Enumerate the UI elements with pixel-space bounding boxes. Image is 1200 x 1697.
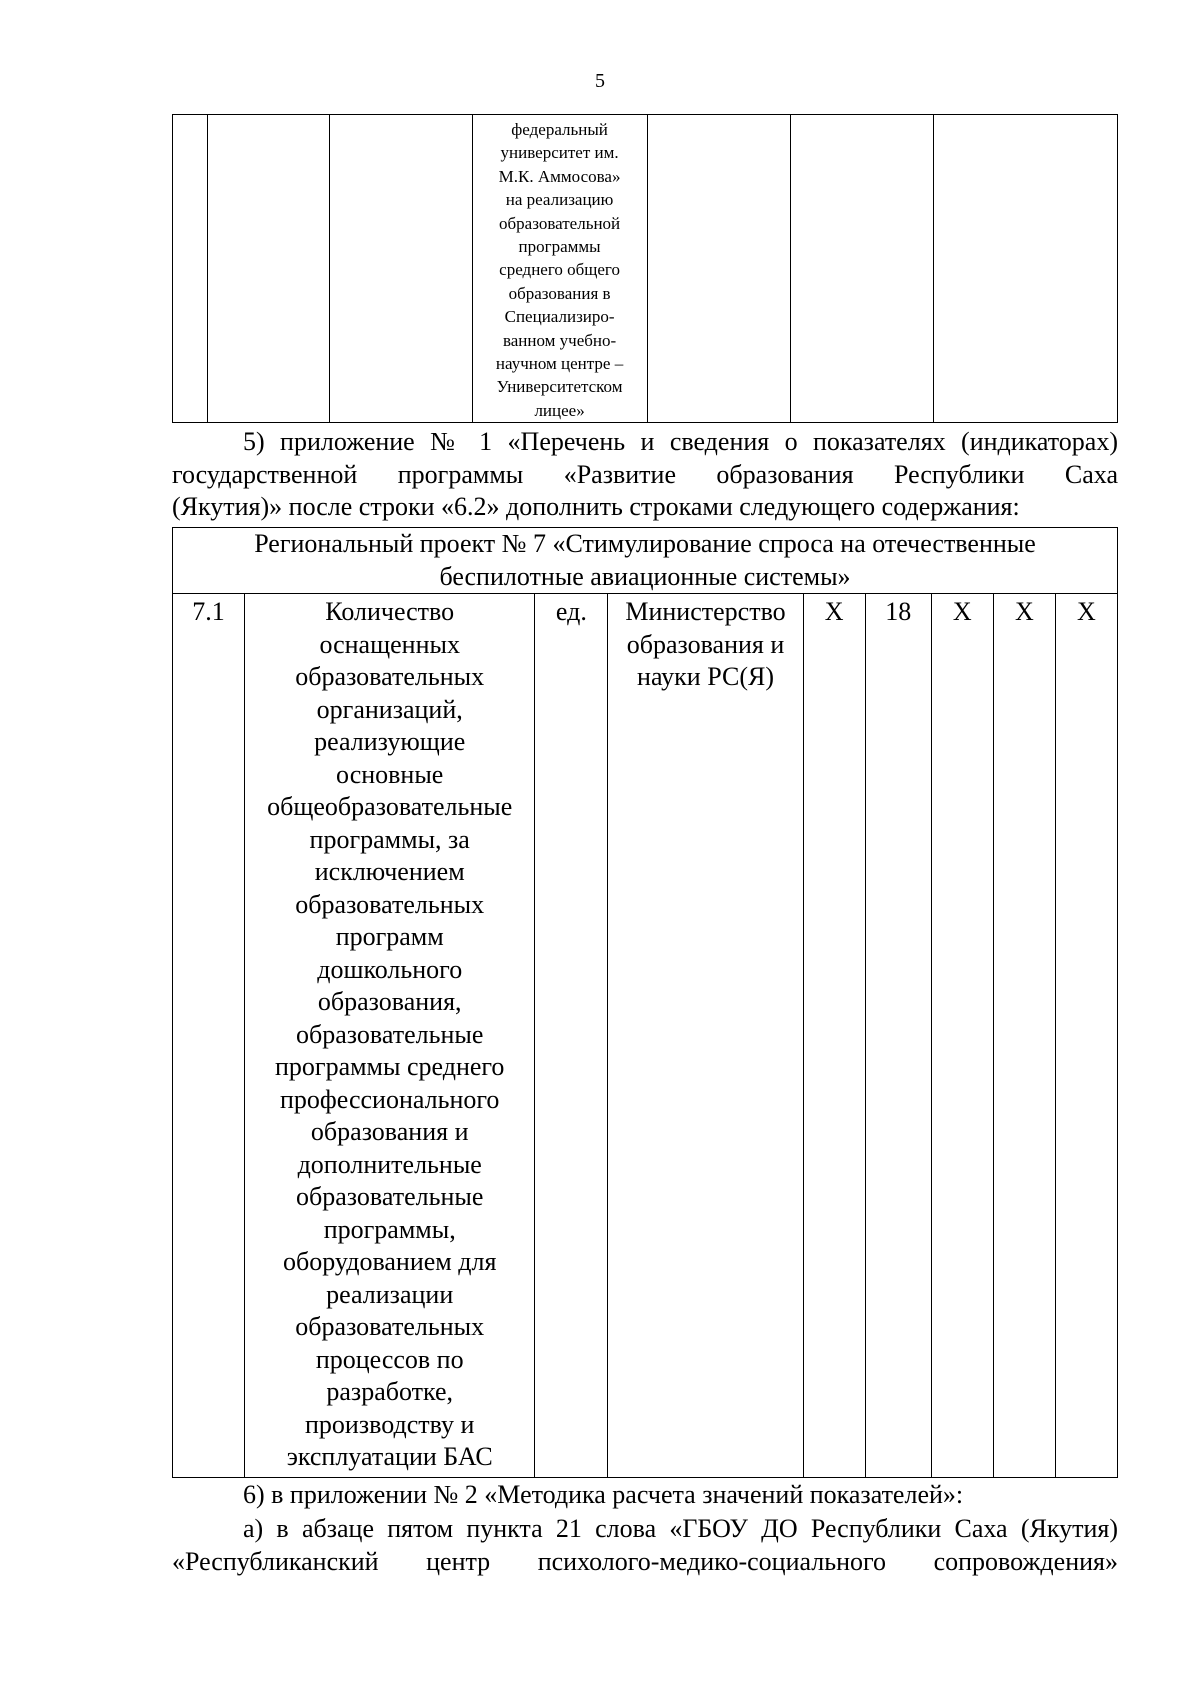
table-cell	[934, 115, 1118, 423]
table-cell-description	[472, 115, 647, 423]
paragraph-line: (Якутия)» после строки «6.2» дополнить строками следующего содержания:	[172, 492, 1020, 521]
paragraph-line: 5) приложение № 1 «Перечень и сведения о показателях (индикаторах)	[243, 427, 1118, 456]
cell-text-line: оборудованием для	[282, 1247, 497, 1276]
cell-text-line: оснащенных	[319, 629, 460, 659]
cell-text-line: реализующие	[314, 727, 466, 756]
cell-text-line: общеобразовательные	[267, 792, 513, 821]
table-continuation	[172, 114, 1118, 423]
cell-text-line: образовательной	[499, 213, 621, 233]
cell-text-line: университет им.	[500, 143, 619, 163]
cell-text-line: программы,	[323, 1214, 456, 1244]
cell-text-line: организаций,	[316, 694, 463, 724]
cell-text-line: науки РС(Я)	[637, 662, 774, 691]
unit-cell: ед.	[535, 594, 608, 1478]
cell-text-line: реализации	[326, 1279, 454, 1309]
cell-text-line: производству и	[305, 1409, 475, 1439]
cell-text-line: процессов по	[315, 1344, 464, 1374]
cell-text-line: программы, за	[309, 824, 470, 854]
table-header-regional-project	[173, 528, 1118, 594]
indicators-table	[172, 527, 1118, 1478]
responsible-cell	[608, 594, 803, 1478]
cell-text-line: Специализиро-	[504, 307, 615, 327]
cell-text-line: образовательные	[296, 1182, 484, 1211]
cell-text-line: образования и	[310, 1117, 469, 1146]
cell-text-line: среднего общего	[499, 260, 620, 280]
table-cell	[647, 115, 791, 423]
cell-text-line: М.К. Аммосова»	[498, 166, 621, 186]
cell-text-line: образования в	[508, 283, 611, 303]
paragraph-5	[172, 426, 1118, 524]
value-cell: 18	[865, 594, 931, 1478]
cell-text-line: Университетском	[496, 377, 623, 397]
cell-text-line: дошкольного	[317, 954, 463, 984]
row-number: 7.1	[173, 594, 245, 1478]
cell-text-line: образования,	[317, 987, 462, 1016]
cell-text-line: эксплуатации БАС	[286, 1442, 493, 1471]
paragraph-6: 6) в приложении № 2 «Методика расчета значений показателей»:	[243, 1480, 964, 1509]
cell-text-line: образовательных	[295, 662, 485, 691]
paragraph-line: государственной программы «Развитие образования Республики Саха	[172, 459, 1118, 489]
table-cell	[329, 115, 472, 423]
value-cell: Х	[931, 594, 993, 1478]
table-cell	[207, 115, 329, 423]
cell-text-line: образовательных	[295, 1312, 485, 1341]
cell-text-line: программы среднего	[274, 1052, 505, 1081]
cell-text-line: профессионального	[280, 1084, 500, 1114]
page-number: 5	[595, 70, 605, 92]
indicator-description	[245, 594, 535, 1478]
cell-text-line: лицее»	[534, 400, 585, 420]
header-line: Региональный проект № 7 «Стимулирование спроса на отечественные	[254, 529, 1036, 558]
cell-text-line: образования и	[626, 629, 785, 659]
cell-text-line: образовательных	[295, 889, 485, 919]
cell-text-line: основные	[336, 759, 444, 789]
cell-text-line: ванном учебно-	[502, 330, 617, 350]
paragraph-line: а) в абзаце пятом пункта 21 слова «ГБОУ ДО Республики Саха (Якутия)	[243, 1514, 1118, 1543]
cell-text-line: дополнительные	[297, 1149, 482, 1179]
header-line: беспилотные авиационные системы»	[439, 561, 851, 591]
cell-text-line: программы	[518, 237, 601, 257]
cell-text-line: Министерство	[625, 597, 786, 626]
cell-text-line: образовательные	[296, 1019, 484, 1049]
value-cell: Х	[1055, 594, 1117, 1478]
value-cell: Х	[993, 594, 1055, 1478]
cell-text-line: исключением	[314, 857, 465, 886]
paragraph-line: «Республиканский центр психолого-медико-социального сопровождения»	[172, 1546, 1118, 1576]
table-cell	[173, 115, 208, 423]
cell-text-line: программ	[335, 922, 444, 951]
cell-text-line: научном центре –	[495, 354, 624, 374]
paragraph-a	[172, 1513, 1118, 1578]
table-cell	[791, 115, 934, 423]
cell-text-line: разработке,	[326, 1377, 454, 1406]
cell-text-line: на реализацию	[505, 190, 614, 210]
cell-text-line: Количество	[325, 597, 455, 626]
cell-text-line: федеральный	[511, 120, 608, 139]
value-cell: Х	[803, 594, 865, 1478]
